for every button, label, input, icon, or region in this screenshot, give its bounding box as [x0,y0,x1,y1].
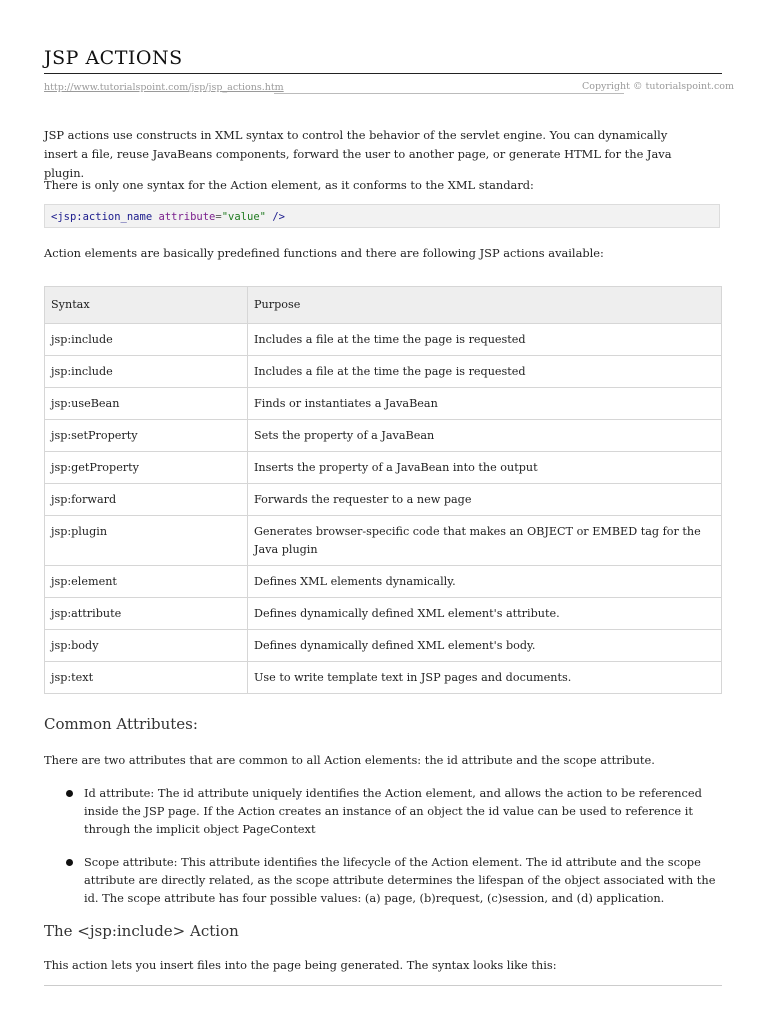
purpose-cell: Defines dynamically defined XML element's body. [248,630,722,662]
syntax-cell: jsp:useBean [45,388,248,420]
table-row [45,662,722,694]
purpose-cell: Inserts the property of a JavaBean into the output [248,452,722,484]
purpose-cell: Finds or instantiates a JavaBean [248,388,722,420]
table-row [45,356,722,388]
syntax-cell: jsp:text [45,662,248,694]
bottom-divider [44,985,722,986]
code-equals: = [215,211,222,223]
actions-table [44,286,722,694]
table-row [45,598,722,630]
purpose-cell: Defines dynamically defined XML element's attribute. [248,598,722,630]
syntax-cell: jsp:setProperty [45,420,248,452]
syntax-cell: jsp:include [45,324,248,356]
syntax-intro-paragraph: There is only one syntax for the Action element, as it conforms to the XML standard: [44,178,534,192]
purpose-cell: Includes a file at the time the page is requested [248,356,722,388]
code-tag-close: /> [272,211,285,223]
syntax-cell: jsp:element [45,566,248,598]
syntax-cell: jsp:include [45,356,248,388]
title-divider [44,73,722,74]
syntax-cell: jsp:forward [45,484,248,516]
purpose-cell: Defines XML elements dynamically. [248,566,722,598]
code-tag-open: <jsp:action_name [51,211,153,223]
table-row [45,388,722,420]
include-action-heading: The <jsp:include> Action [44,922,239,940]
source-divider [274,93,624,94]
purpose-cell: Sets the property of a JavaBean [248,420,722,452]
table-row [45,630,722,662]
list-item [44,784,722,838]
code-attribute: attribute [158,211,216,223]
syntax-cell: jsp:body [45,630,248,662]
list-item-text: Scope attribute: This attribute identifies the lifecycle of the Action element. The id attribute and the scope attribute are directly related, as the scope attribute determines the lifespan of the object associated with the id. The scope attribute has four possible values: (a) page, (b)request, (c)session, and (d) application. [84,855,716,905]
list-item [44,853,722,907]
syntax-cell: jsp:plugin [45,516,248,566]
table-row [45,516,722,566]
common-attributes-paragraph: There are two attributes that are common to all Action elements: the id attribute and the scope attribute. [44,753,655,767]
table-row [45,324,722,356]
table-row [45,566,722,598]
attributes-list [44,784,722,922]
common-attributes-heading: Common Attributes: [44,715,198,733]
bullet-icon [66,859,73,866]
table-row [45,484,722,516]
bullet-icon [66,790,73,797]
syntax-cell: jsp:getProperty [45,452,248,484]
list-item-text: Id attribute: The id attribute uniquely identifies the Action element, and allows the action to be referenced inside the JSP page. If the Action creates an instance of an object the id value can be used to reference it through the implicit object PageContext [84,786,702,836]
code-block [44,204,720,228]
table-row [45,452,722,484]
column-header-syntax: Syntax [45,287,248,324]
purpose-cell: Generates browser-specific code that makes an OBJECT or EMBED tag for the Java plugin [248,516,722,566]
column-header-purpose: Purpose [248,287,722,324]
purpose-cell: Use to write template text in JSP pages and documents. [248,662,722,694]
source-url-link[interactable]: http://www.tutorialspoint.com/jsp/jsp_actions.htm [44,82,284,93]
copyright-text: Copyright © tutorialspoint.com [581,81,734,92]
source-row [44,81,734,95]
purpose-cell: Includes a file at the time the page is requested [248,324,722,356]
intro-paragraph: JSP actions use constructs in XML syntax to control the behavior of the servlet engine. You can dynamically insert a file, reuse JavaBeans components, forward the user to another page, or generate HTML for the Java plugin. [44,128,672,180]
table-row [45,420,722,452]
page-title: JSP ACTIONS [44,47,183,69]
table-header-row [45,287,722,324]
actions-intro-paragraph: Action elements are basically predefined functions and there are following JSP actions available: [44,246,604,260]
include-action-paragraph: This action lets you insert files into the page being generated. The syntax looks like this: [44,958,557,972]
code-value: "value" [221,211,266,223]
purpose-cell: Forwards the requester to a new page [248,484,722,516]
syntax-cell: jsp:attribute [45,598,248,630]
